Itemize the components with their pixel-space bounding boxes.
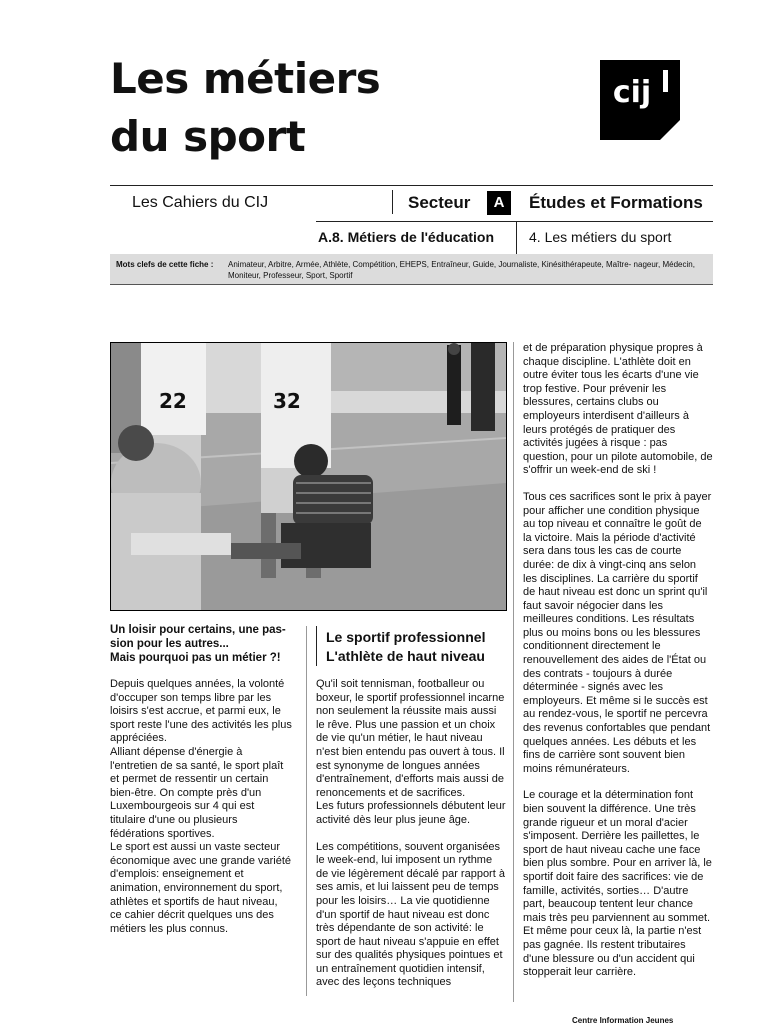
intro-lead <box>110 623 290 665</box>
footer-text: Centre Information Jeunes <box>572 1016 674 1025</box>
header-rule-top <box>110 185 713 186</box>
logo-text: cij <box>612 75 652 110</box>
basketball-photo-art <box>111 343 506 610</box>
subtopic-title: 4. Les métiers du sport <box>529 229 672 245</box>
col2-paragraph-2: Les futurs professionnels débutent leur activité dès leur plus jeune âge. <box>316 800 506 826</box>
keywords-box <box>110 254 713 285</box>
jersey-number-right: 32 <box>273 389 301 413</box>
section-heading <box>326 628 506 666</box>
col1-paragraph-2: Alliant dépense d'énergie à l'entretien de sa santé, le sport plaît et permet de ressentir un certain bien-être. On compte près d'un Luxembourgeois sur 4 qui est titulaire d'une ou plusieurs fédérations sportives. <box>110 745 284 840</box>
cahiers-label: Les Cahiers du CIJ <box>132 194 269 211</box>
header-rule-mid <box>316 221 713 222</box>
column-2 <box>316 678 506 1003</box>
subsection-title: A.8. Métiers de l'éducation <box>318 229 495 245</box>
column-3 <box>523 342 713 993</box>
subsection-divider <box>516 222 517 254</box>
jersey-number-left: 22 <box>159 389 187 413</box>
column-separator-1 <box>306 626 307 996</box>
title-line-1: Les métiers <box>110 54 381 103</box>
col1-paragraph-3: Le sport est aussi un vaste secteur économique avec une grande variété d'emplois: enseignement et animation, environnement du sport, athlètes et sportifs de haut niveau, ce cahier décrit quelques uns des métiers les plus connus. <box>110 841 292 935</box>
col3-paragraph-1: et de préparation physique propres à chaque discipline. L'athlète doit en outre éviter tous les écarts d'une vie trop festive. Pour prévenir les blessures, certains clubs ou employeurs interdisent d'ailleurs à leurs protégés de pratiquer des activités jugées à risque : pas question, pour un pilote automobile, de s'offrir un week-end de ski ! <box>523 342 713 477</box>
intro-line-1: Un loisir pour certains, une pas- <box>110 624 286 636</box>
intro-line-3: Mais pourquoi pas un métier ?! <box>110 652 281 664</box>
secteur-badge: A <box>487 191 511 215</box>
title-line-2: du sport <box>110 112 306 161</box>
secteur-label: Secteur <box>408 193 471 212</box>
col2-paragraph-1: Qu'il soit tennisman, footballeur ou boxeur, le sportif professionnel incarne non seulement la réussite mais aussi le rêve. Plus une passion et un choix de vie qu'un métier, le haut niveau n'est bien entendu pas ouvert à tous. Il est synonyme de longues années d'entraînement, d'efforts mais aussi de renoncements et de sacrifices. <box>316 678 505 799</box>
section-heading-line-2: L'athlète de haut niveau <box>326 648 485 664</box>
col1-paragraph-1: Depuis quelques années, la volonté d'occuper son temps libre par les loisirs s'est accrue, et parmi eux, le sport reste l'une des activités les plus appréciées. <box>110 678 292 745</box>
col3-paragraph-2: Tous ces sacrifices sont le prix à payer pour afficher une condition physique au top niveau et connaître le goût de la victoire. Mais la période d'activité sera dans tous les cas de courte durée: de dix à vingt-cinq ans selon les disciplines. La carrière du sportif de haut niveau est donc un sprint qu'il faut savoir négocier dans les meilleures conditions. Les résultats plus ou moins bons ou les blessures conditionnent directement le renouvellement des aides de l'État ou des contrats - toujours à durée déterminée - signés avec les employeurs. Et même si le succès est au rendez-vous, le sportif ne percevra des revenus confortables que pendant quelques années. Les débuts et les fins de carrière sont souvent bien moins rémunérateurs. <box>523 490 712 775</box>
secteur-name: Études et Formations <box>529 193 703 212</box>
keywords-text: Animateur, Arbitre, Armée, Athlète, Compétition, EHEPS, Entraîneur, Guide, Journaliste, Kinésithérapeute, Maître- nageur, Médecin, Moniteur, Professeur, Sport, Sportif <box>228 260 695 280</box>
heading-accent-bar <box>316 626 317 666</box>
keywords-label: Mots clefs de cette fiche : <box>116 260 214 269</box>
column-separator-2 <box>513 342 514 1002</box>
page-title <box>110 50 380 166</box>
column-1 <box>110 678 292 949</box>
section-heading-line-1: Le sportif professionnel <box>326 629 486 645</box>
col3-paragraph-3: Le courage et la détermination font bien souvent la différence. Une très grande rigueur et un moral d'acier s'imposent. Derrière les paillettes, le sport de haut niveau cache une face bien plus sombre. Pour en arriver là, le sportif doit faire des sacrifices: vie de famille, activités, sorties… D'autre part, beaucoup tentent leur chance mais très peu parviennent au sommet. Et même pour ceux là, la partie n'est pas gagnée. Ils restent tributaires d'une blessure ou d'un accident qui stopperait leur carrière. <box>523 789 712 979</box>
header-divider <box>392 190 393 214</box>
cij-logo <box>600 60 680 140</box>
intro-line-2: sion pour les autres... <box>110 638 229 650</box>
basketball-photo <box>110 342 507 611</box>
col2-paragraph-3: Les compétitions, souvent organisées le week-end, lui imposent un rythme de vie légèrement décalé par rapport à ses amis, et lui laissent peu de temps pour les loisirs… La vie quotidienne d'un sportif de haut niveau est donc très dépendante de son activité: le sport de haut niveau s'appuie en effet sur des qualités physiques pointues et un entraînement quotidien intensif, avec des leçons techniques <box>316 840 505 989</box>
